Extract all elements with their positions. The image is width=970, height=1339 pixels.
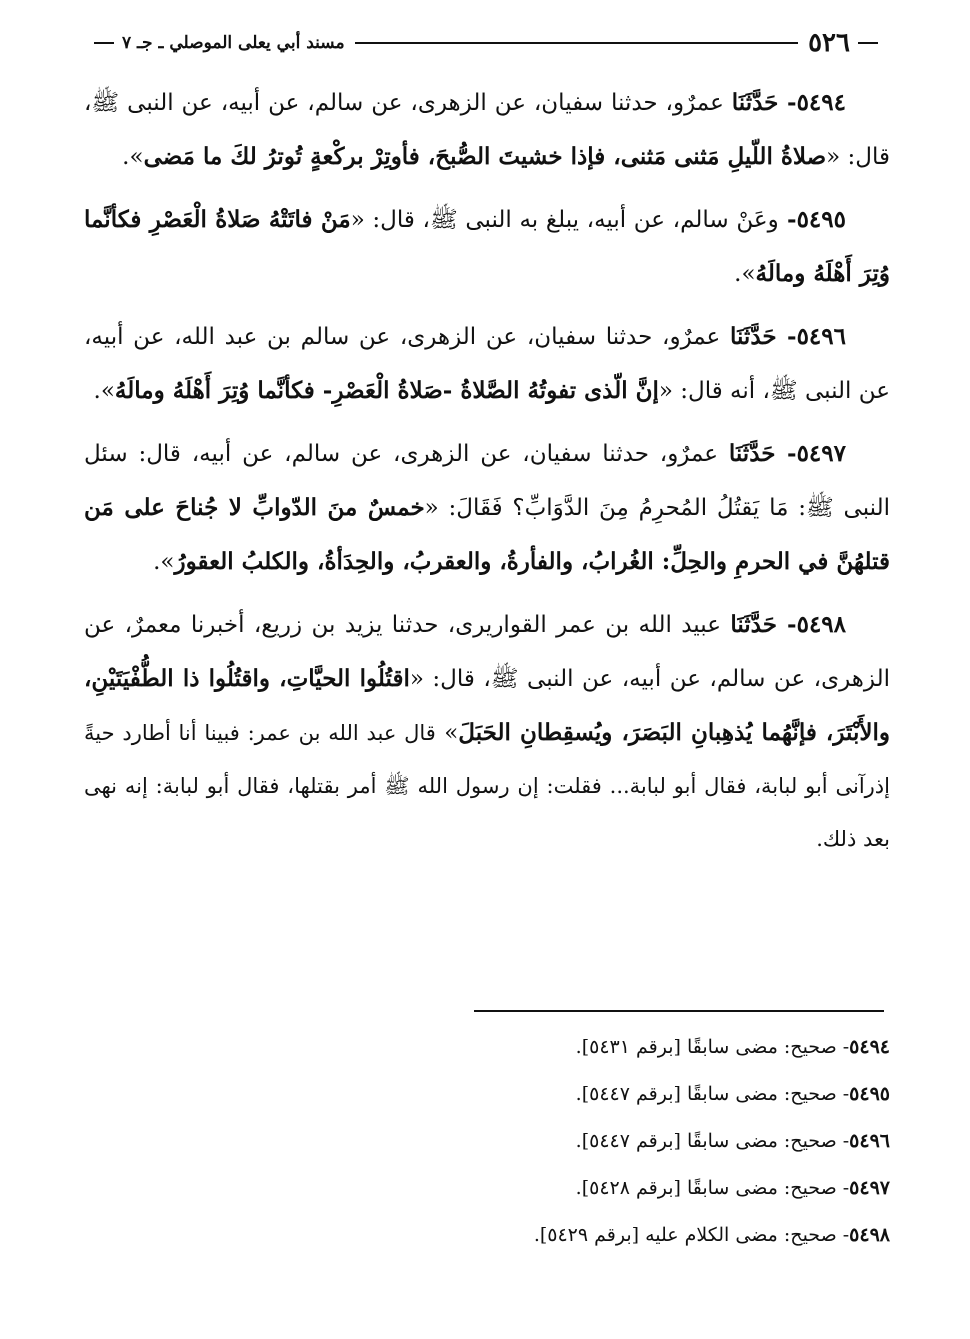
narration-lead: حَدَّثَنَا: [729, 323, 777, 350]
header-dash-right: [858, 42, 878, 44]
hadith-number: ٥٤٩٥: [796, 206, 846, 233]
footnote-number: ٥٤٩٥: [849, 1083, 890, 1105]
footnote-item: [84, 1071, 890, 1118]
hadith-paragraph-5495: [84, 193, 890, 301]
number-dash: -: [778, 206, 797, 233]
main-text: [84, 76, 890, 870]
header-rule: [355, 42, 799, 44]
hadith-paragraph-5498: [84, 598, 890, 866]
closing-mark: ».: [734, 261, 756, 287]
hadith-number: ٥٤٩٨: [796, 611, 847, 638]
footnotes: [84, 1024, 890, 1259]
story-text: قال عبد الله بن عمر: فبينا أنا أطارد حيةً إذرآنى أبو لبابة، فقال أبو لبابة... فقلت: إن رسول الله ﷺ أمر بقتلها، فقال أبو لبابة: إنه نهى بعد ذلك.: [84, 721, 890, 851]
closing-mark: »: [435, 720, 459, 746]
isnad-text: وعَنْ سالم، عن أبيه، يبلغ به النبى ﷺ، قال: «: [350, 207, 779, 233]
isnad-text: عبيد الله بن عمر القواريرى، حدثنا يزيد بن زريع، أخبرنا معمرٌ، عن الزهرى، عن سالم، عن أبيه، عن النبى ﷺ، قال: «: [84, 612, 890, 692]
hadith-number: ٥٤٩٦: [796, 323, 846, 350]
footnote-text: - صحيح: مضى الكلام عليه [برقم ٥٤٢٩].: [533, 1224, 850, 1246]
footnote-item: [84, 1165, 890, 1212]
hadith-number: ٥٤٩٧: [796, 440, 846, 467]
closing-mark: ».: [122, 144, 144, 170]
narration-lead: حَدَّثَنَا: [728, 440, 776, 467]
hadith-text: صلاةُ اللّيلِ مَثنى مَثنى، فإذا خشيتَ الصُّبحَ، فأوتِرْ بركْعةٍ تُوترُ لكَ ما مَضى: [143, 143, 827, 170]
footnote-item: [84, 1118, 890, 1165]
number-dash: -: [776, 323, 797, 350]
narration-lead: حَدَّثَنَا: [731, 89, 779, 116]
isnad-text: عمرٌو، حدثنا سفيان، عن الزهرى، عن سالم بن عبد الله، عن أبيه، عن النبى ﷺ، أنه قال: «: [84, 324, 890, 404]
number-dash: -: [778, 89, 797, 116]
hadith-text: إنَّ الّذى تفوتُهُ الصَّلاةُ -صَلاةُ الْعَصْرِ- فكأنَّما وُتِرَ أَهْلَهُ ومالَهُ: [114, 377, 659, 404]
isnad-text: عمرٌو، حدثنا سفيان، عن الزهرى، عن سالم، عن أبيه، عن النبى ﷺ، قال: «: [84, 90, 890, 170]
closing-mark: ».: [93, 378, 115, 404]
hadith-text: خمسٌ منَ الدّوابِّ لا جُناحَ على مَن قتلهُنَّ في الحرمِ والحِلِّ: الغُرابُ، والفأرةُ، والعقربُ، والحِدَأةُ، والكلبُ العقورُ: [84, 494, 890, 575]
footnote-item: [84, 1212, 890, 1259]
footnote-number: ٥٤٩٤: [849, 1036, 890, 1058]
hadith-text: مَنْ فاتَتْهُ صَلاةُ الْعَصْرِ فكأنَّما وُتِرَ أَهْلَهُ ومالَهُ: [84, 206, 890, 287]
hadith-paragraph-5497: [84, 427, 890, 589]
footnote-item: [84, 1024, 890, 1071]
footnote-rule: [474, 1010, 884, 1012]
number-dash: -: [775, 440, 797, 467]
footnote-text: - صحيح: مضى سابقًا [برقم ٥٤٤٧].: [575, 1130, 850, 1152]
narration-lead: حَدَّثَنَا: [730, 611, 777, 638]
footnote-text: - صحيح: مضى سابقًا [برقم ٥٤٣١].: [575, 1036, 850, 1058]
footnote-text: - صحيح: مضى سابقًا [برقم ٥٤٢٨].: [575, 1177, 850, 1199]
number-dash: -: [776, 611, 797, 638]
footnote-number: ٥٤٩٧: [849, 1177, 890, 1199]
hadith-paragraph-5494: [84, 76, 890, 184]
isnad-text: عمرٌو، حدثنا سفيان، عن الزهرى، عن سالم، عن أبيه، قال: سئل النبى ﷺ: مَا يَقتُلُ المُحرِمُ مِنَ الدَّوَابِّ؟ فَقَالَ: «: [84, 441, 890, 521]
hadith-text: اقتُلُوا الحيَّاتِ، واقتُلُوا ذا الطُّفْيَتَيْنِ، والأَبْتَرَ، فإنَّهُما يُذهِبانِ البَصَرَ، ويُسقِطانِ الحَبَلَ: [84, 665, 890, 746]
footnote-number: ٥٤٩٨: [849, 1224, 890, 1246]
book-title: مسند أبي يعلى الموصلي ـ جـ ٧: [122, 33, 345, 53]
closing-mark: ».: [153, 549, 175, 575]
hadith-number: ٥٤٩٤: [796, 89, 846, 116]
page-header: [86, 26, 886, 60]
footnote-number: ٥٤٩٦: [849, 1130, 890, 1152]
footnote-text: - صحيح: مضى سابقًا [برقم ٥٤٤٧].: [575, 1083, 850, 1105]
page-number: ٥٢٦: [808, 28, 850, 58]
hadith-paragraph-5496: [84, 310, 890, 418]
header-dash-left: [94, 42, 114, 44]
